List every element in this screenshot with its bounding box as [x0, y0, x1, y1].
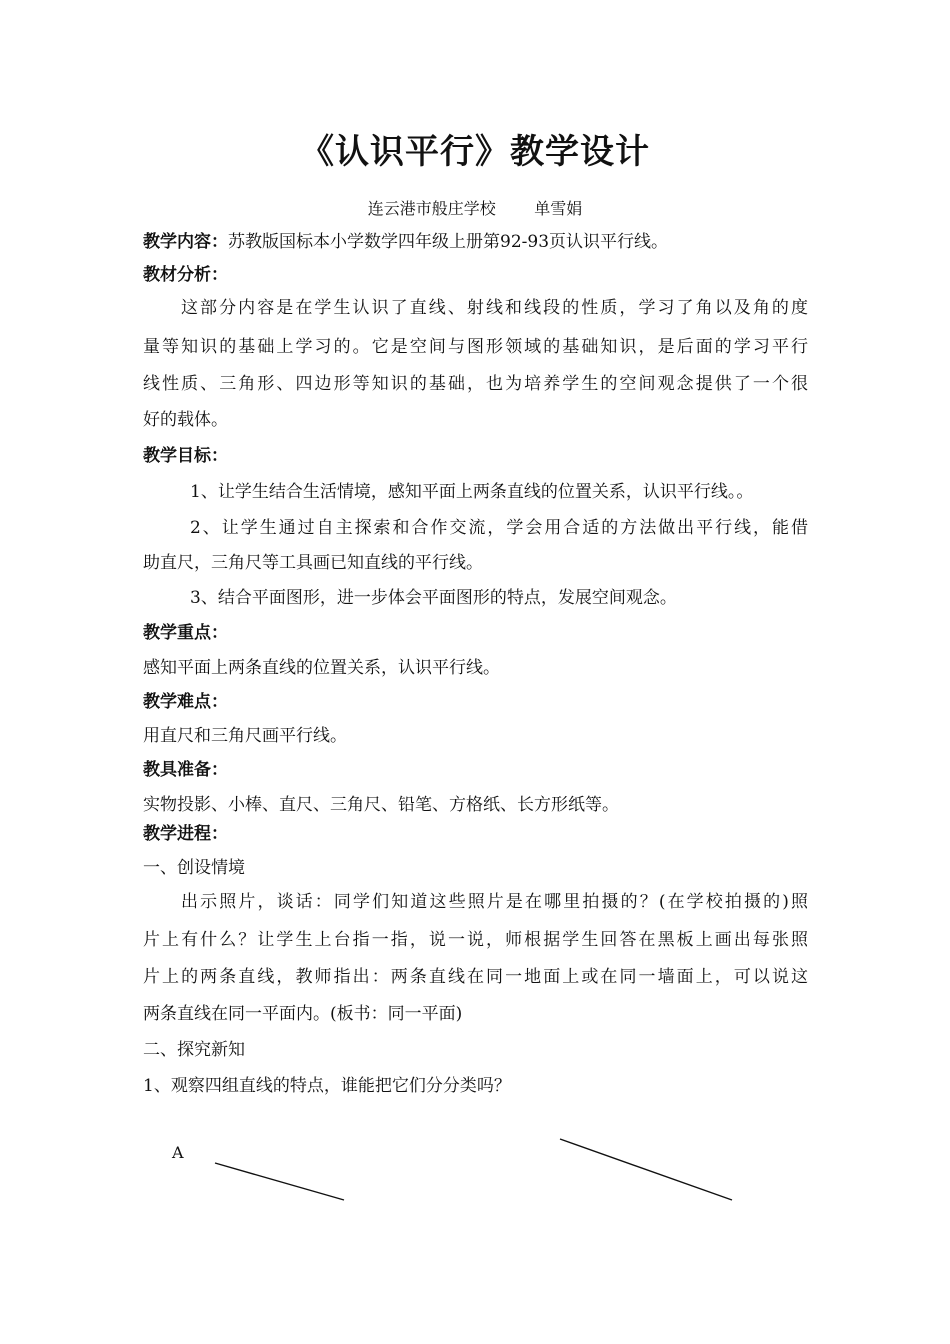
process-paragraph-line: 片上的两条直线，教师指出：两条直线在同一地面上或在同一墙面上，可以说这: [143, 967, 808, 987]
figure-label-a: A: [172, 1143, 184, 1162]
step-text: 1、观察四组直线的特点，谁能把它们分分类吗？: [143, 1076, 511, 1096]
process-heading: 教学进程：: [143, 824, 228, 844]
keypoint-heading: 教学重点：: [143, 623, 228, 643]
process-paragraph-line: 两条直线在同一平面内。(板书：同一平面): [143, 1004, 463, 1024]
author-line: 连云港市般庄学校 单雪娟: [367, 199, 583, 218]
figure-line: [215, 1163, 344, 1200]
content-text: 苏教版国标本小学数学四年级上册第92-93页认识平行线。: [228, 232, 669, 252]
analysis-line: 线性质、三角形、四边形等知识的基础，也为培养学生的空间观念提供了一个很: [143, 374, 808, 394]
goal-item: 3、结合平面图形，进一步体会平面图形的特点，发展空间观念。: [190, 588, 677, 608]
figure-line: [560, 1139, 732, 1200]
tools-text: 实物投影、小棒、直尺、三角尺、铅笔、方格纸、长方形纸等。: [143, 795, 619, 815]
analysis-line: 量等知识的基础上学习的。它是空间与图形领域的基础知识，是后面的学习平行: [143, 337, 808, 357]
lines-figure: [0, 1120, 950, 1230]
section-heading: 二、探究新知: [143, 1040, 245, 1060]
difficulty-text: 用直尺和三角尺画平行线。: [143, 726, 347, 746]
tools-heading: 教具准备：: [143, 760, 228, 780]
keypoint-text: 感知平面上两条直线的位置关系，认识平行线。: [143, 658, 500, 678]
process-paragraph-line: 片上有什么？让学生上台指一指，说一说，师根据学生回答在黑板上画出每张照: [143, 930, 808, 950]
content-label: 教学内容：: [143, 232, 228, 252]
goal-item: 助直尺，三角尺等工具画已知直线的平行线。: [143, 553, 483, 573]
document-title: 《认识平行》教学设计: [300, 132, 650, 172]
section-heading: 一、创设情境: [143, 858, 245, 878]
process-paragraph-line: 出示照片，谈话：同学们知道这些照片是在哪里拍摄的？(在学校拍摄的)照: [181, 892, 808, 912]
difficulty-heading: 教学难点：: [143, 692, 228, 712]
goals-heading: 教学目标：: [143, 446, 228, 466]
analysis-line: 这部分内容是在学生认识了直线、射线和线段的性质，学习了角以及角的度: [181, 298, 808, 318]
content-line: [143, 232, 668, 252]
goal-item: 1、让学生结合生活情境，感知平面上两条直线的位置关系，认识平行线。。: [190, 482, 754, 502]
goal-item: 2、让学生通过自主探索和合作交流，学会用合适的方法做出平行线，能借: [190, 518, 808, 538]
analysis-heading: 教材分析：: [143, 265, 228, 285]
analysis-line: 好的载体。: [143, 410, 228, 430]
